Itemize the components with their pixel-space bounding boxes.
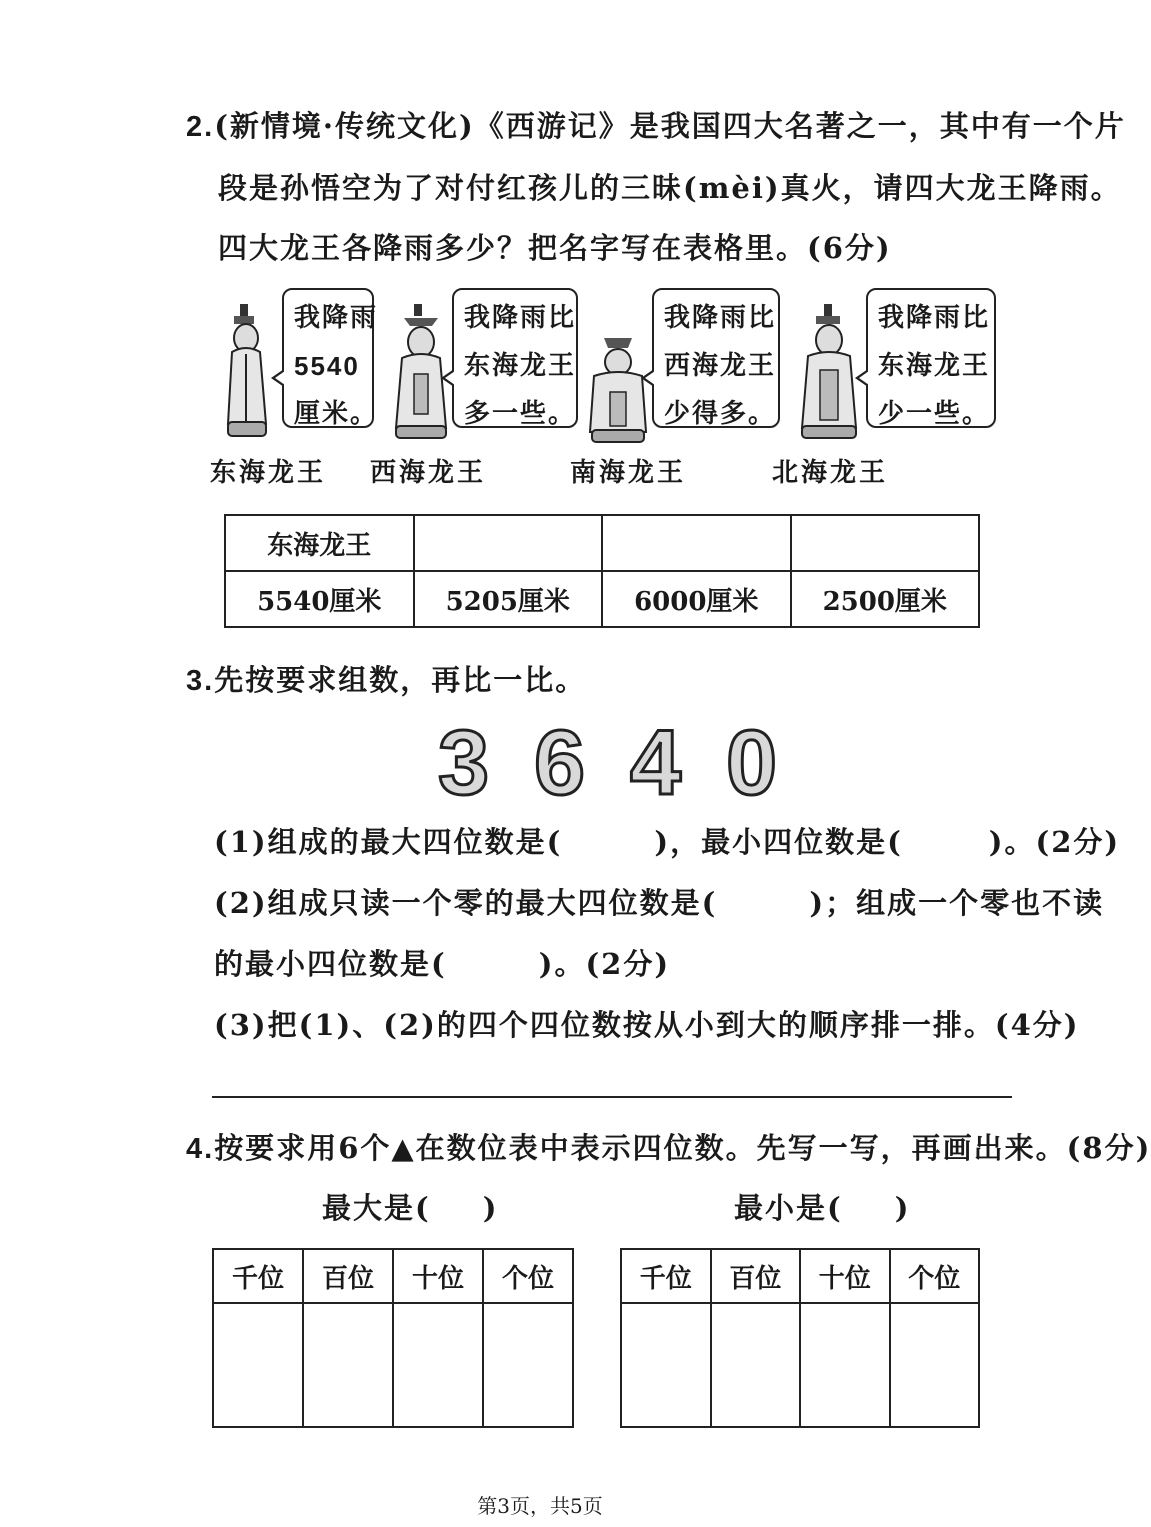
digit-4: 4 [630, 712, 682, 814]
q4-title: 按要求用6个▲在数位表中表示四位数。先写一写，再画出来。(8分) [214, 1131, 1151, 1165]
max-label-text: 最大是( [322, 1191, 431, 1225]
q3-title: 先按要求组数，再比一比。 [214, 663, 587, 697]
table-name-cell: 东海龙王 [225, 515, 414, 571]
place-cell[interactable] [890, 1303, 980, 1427]
header-thousands: 千位 [213, 1249, 303, 1303]
bubble-line: 少一些。 [878, 399, 991, 429]
q3-p2-b: )；组成一个零也不读 [809, 886, 1105, 920]
south-dragon-king-name: 南海龙王 [570, 458, 687, 488]
south-dragon-king-figure [588, 336, 648, 444]
q4-min-label [734, 1186, 910, 1227]
table-value-cell: 2500厘米 [791, 571, 980, 627]
bubble-line: 东海龙王 [464, 351, 577, 381]
rainfall-table [224, 514, 980, 628]
north-dragon-king-name: 北海龙王 [772, 458, 889, 488]
place-value-table-max [212, 1248, 574, 1428]
table-value-cell: 6000厘米 [602, 571, 791, 627]
q3-p1-b: )，最小四位数是( [654, 825, 903, 859]
q3-title-line [186, 658, 586, 699]
q2-line2: 段是孙悟空为了对付红孩儿的三昧(mèi)真火，请四大龙王降雨。 [218, 171, 1122, 205]
east-dragon-king-bubble [282, 288, 379, 429]
header-ones: 个位 [483, 1249, 573, 1303]
bubble-line: 多一些。 [464, 399, 577, 429]
table-value-cell: 5205厘米 [414, 571, 603, 627]
place-cell[interactable] [393, 1303, 483, 1427]
bubble-line: 东海龙王 [878, 351, 991, 381]
table-name-cell[interactable] [414, 515, 603, 571]
bubble-line: 我降雨比 [464, 303, 577, 333]
answer-line[interactable] [212, 1096, 1012, 1098]
q3-p2-c: 的最小四位数是( [214, 947, 447, 981]
west-dragon-king-bubble [452, 288, 578, 428]
bubble-line: 我降雨比 [664, 303, 777, 333]
bubble-line: 我降雨比 [878, 303, 991, 333]
close-paren: ) [894, 1191, 911, 1225]
header-tens: 十位 [800, 1249, 890, 1303]
header-hundreds: 百位 [711, 1249, 801, 1303]
table-name-cell[interactable] [791, 515, 980, 571]
place-cell[interactable] [800, 1303, 890, 1427]
place-cell[interactable] [213, 1303, 303, 1427]
q3-number: 3. [186, 665, 215, 697]
header-hundreds: 百位 [303, 1249, 393, 1303]
east-dragon-king-name: 东海龙王 [210, 458, 327, 488]
header-thousands: 千位 [621, 1249, 711, 1303]
west-dragon-king-name: 西海龙王 [370, 458, 487, 488]
q3-part1 [214, 820, 1120, 861]
q4-title-line [186, 1126, 1151, 1167]
q3-p1-a: (1)组成的最大四位数是( [214, 825, 563, 859]
q2-line1 [186, 104, 1126, 145]
place-cell[interactable] [303, 1303, 393, 1427]
bubble-line: 我降雨 [294, 303, 379, 333]
bubble-line: 少得多。 [664, 399, 777, 429]
table-value-cell: 5540厘米 [225, 571, 414, 627]
north-dragon-king-figure [800, 304, 860, 444]
header-ones: 个位 [890, 1249, 980, 1303]
q2-line3: 四大龙王各降雨多少？把名字写在表格里。(6分) [218, 231, 892, 265]
bubble-line: 厘米。 [294, 399, 379, 429]
digit-3: 3 [438, 712, 490, 814]
bubble-line: 5540 [294, 351, 360, 381]
header-tens: 十位 [393, 1249, 483, 1303]
south-dragon-king-bubble [652, 288, 780, 428]
digit-cards [438, 712, 798, 814]
q3-part2-line2 [214, 942, 670, 983]
digit-6: 6 [534, 712, 586, 814]
place-cell[interactable] [621, 1303, 711, 1427]
place-cell[interactable] [711, 1303, 801, 1427]
table-name-cell[interactable] [602, 515, 791, 571]
q3-part3: (3)把(1)、(2)的四个四位数按从小到大的顺序排一排。(4分) [214, 1008, 1080, 1042]
q3-p2-d: )。(2分) [538, 947, 671, 981]
east-dragon-king-figure [222, 304, 278, 444]
place-cell[interactable] [483, 1303, 573, 1427]
q3-p1-c: )。(2分) [988, 825, 1121, 859]
q3-part2-line1 [214, 881, 1104, 922]
page-footer: 第3页，共5页 [477, 1494, 603, 1518]
north-dragon-king-bubble [866, 288, 996, 428]
min-label-text: 最小是( [734, 1191, 843, 1225]
q4-max-label [322, 1186, 498, 1227]
q2-number: 2. [186, 111, 215, 143]
q2-line1-text: (新情境·传统文化)《西游记》是我国四大名著之一，其中有一个片 [214, 109, 1126, 143]
digit-0: 0 [726, 712, 778, 814]
q3-p2-a: (2)组成只读一个零的最大四位数是( [214, 886, 718, 920]
q4-number: 4. [186, 1133, 215, 1165]
bubble-line: 西海龙王 [664, 351, 777, 381]
place-value-table-min [620, 1248, 980, 1428]
close-paren: ) [482, 1191, 499, 1225]
